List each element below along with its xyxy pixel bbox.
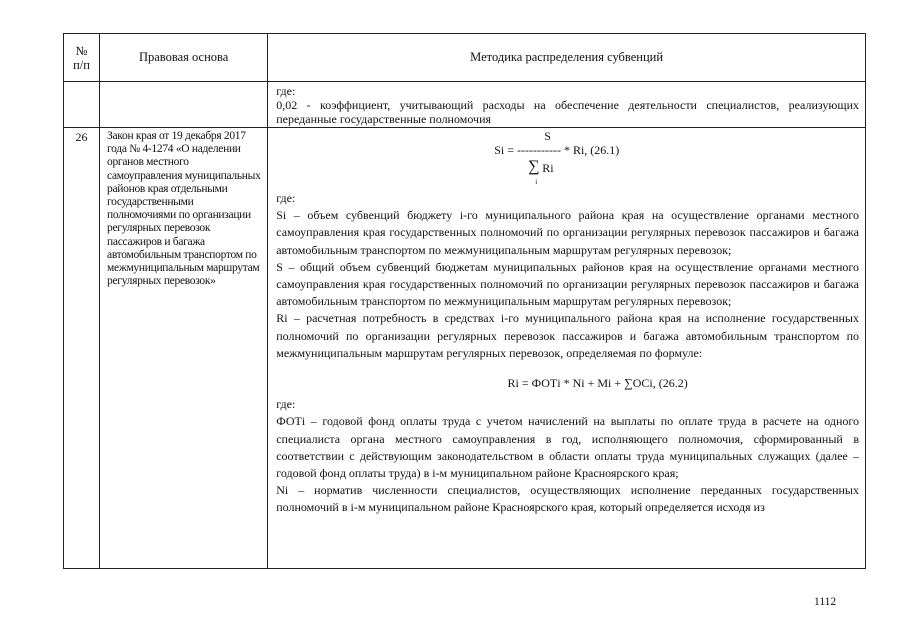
formula1-denominator: Ri [542, 161, 554, 175]
cont-coefficient-text: 0,02 - коэффициент, учитывающий расходы на обеспечение деятельности специалистов, реализующих переданные государственные полномочия [276, 98, 859, 126]
definition-fot: ФОТi – годовой фонд оплаты труда с учетом начислений на выплаты по оплате труда в расчете на одного специалиста органа местного самоуправления в год, исполняющего полномочия, сформированный в соответствии с действующим законодательством в области оплаты труда муниципальных служащих (далее – годовой фонд оплаты труда) в i-м муниципальном районе Красноярского края; [276, 414, 859, 481]
definition-si: Si – объем субвенций бюджету i-го муниципального района края на осуществление органами местного самоуправления края государственных полномочий по организации регулярных перевозок пассажиров и багажа автомобильным транспортом по межмуниципальным маршрутам регулярных перевозок; [276, 208, 859, 257]
table-row-continued [64, 82, 866, 128]
definition-ri: Ri – расчетная потребность в средствах i-го муниципального района края на исполнение государственных полномочий по организации регулярных перевозок пассажиров и багажа автомобильным транспортом по межмуниципальным маршрутам регулярных перевозок, определяемая по формуле: [276, 311, 859, 360]
header-num-abbr: п/п [73, 57, 90, 72]
cont-legal-cell [100, 82, 268, 128]
table-row-26 [64, 128, 866, 569]
header-method: Методика распределения субвенций [268, 34, 866, 82]
row-number: 26 [64, 128, 100, 569]
formula-26-1 [276, 128, 859, 184]
table-header-row [64, 34, 866, 82]
where-label-2: где: [276, 397, 296, 412]
formula-26-2: Ri = ФОТi * Ni + Mi + ∑ОCi, (26.2) [507, 376, 688, 391]
cont-method-cell [268, 82, 866, 128]
where-label-1: где: [276, 191, 296, 205]
cont-number-cell [64, 82, 100, 128]
definition-s: S – общий объем субвенций бюджетам муниципальных районов края на осуществление органами местного самоуправления края государственных полномочий по организации регулярных перевозок пассажиров и багажа автомобильным транспортом по межмуниципальным маршрутам регулярных перевозок; [276, 259, 859, 309]
header-legal-basis: Правовая основа [100, 34, 268, 82]
header-number [64, 34, 100, 82]
formula1-index: i [535, 178, 538, 186]
sum-icon: ∑ [528, 158, 540, 175]
formula1-numerator: S [544, 129, 551, 143]
method-text-cell [268, 128, 866, 569]
legal-basis-text: Закон края от 19 декабря 2017 года № 4-1274 «О наделении органов местного самоуправления муниципальных районов края отдельными государственными полномочиями по организации регулярных перевозок пассажиров и багажа автомобильным транспортом по межмуниципальным маршрутам регулярных перевозок» [100, 128, 268, 569]
cont-where-label: где: [276, 84, 296, 98]
subvention-table [63, 33, 866, 569]
definition-ni: Ni – норматив численности специалистов, осуществляющих исполнение переданных государственных полномочий в i-м муниципальном районе Красноярского края, который определяется исходя из [276, 483, 859, 515]
formula1-main: Si = ----------- * Ri, (26.1) [494, 143, 620, 157]
page-number: 1112 [814, 596, 837, 608]
header-num-symbol: № [75, 43, 88, 58]
